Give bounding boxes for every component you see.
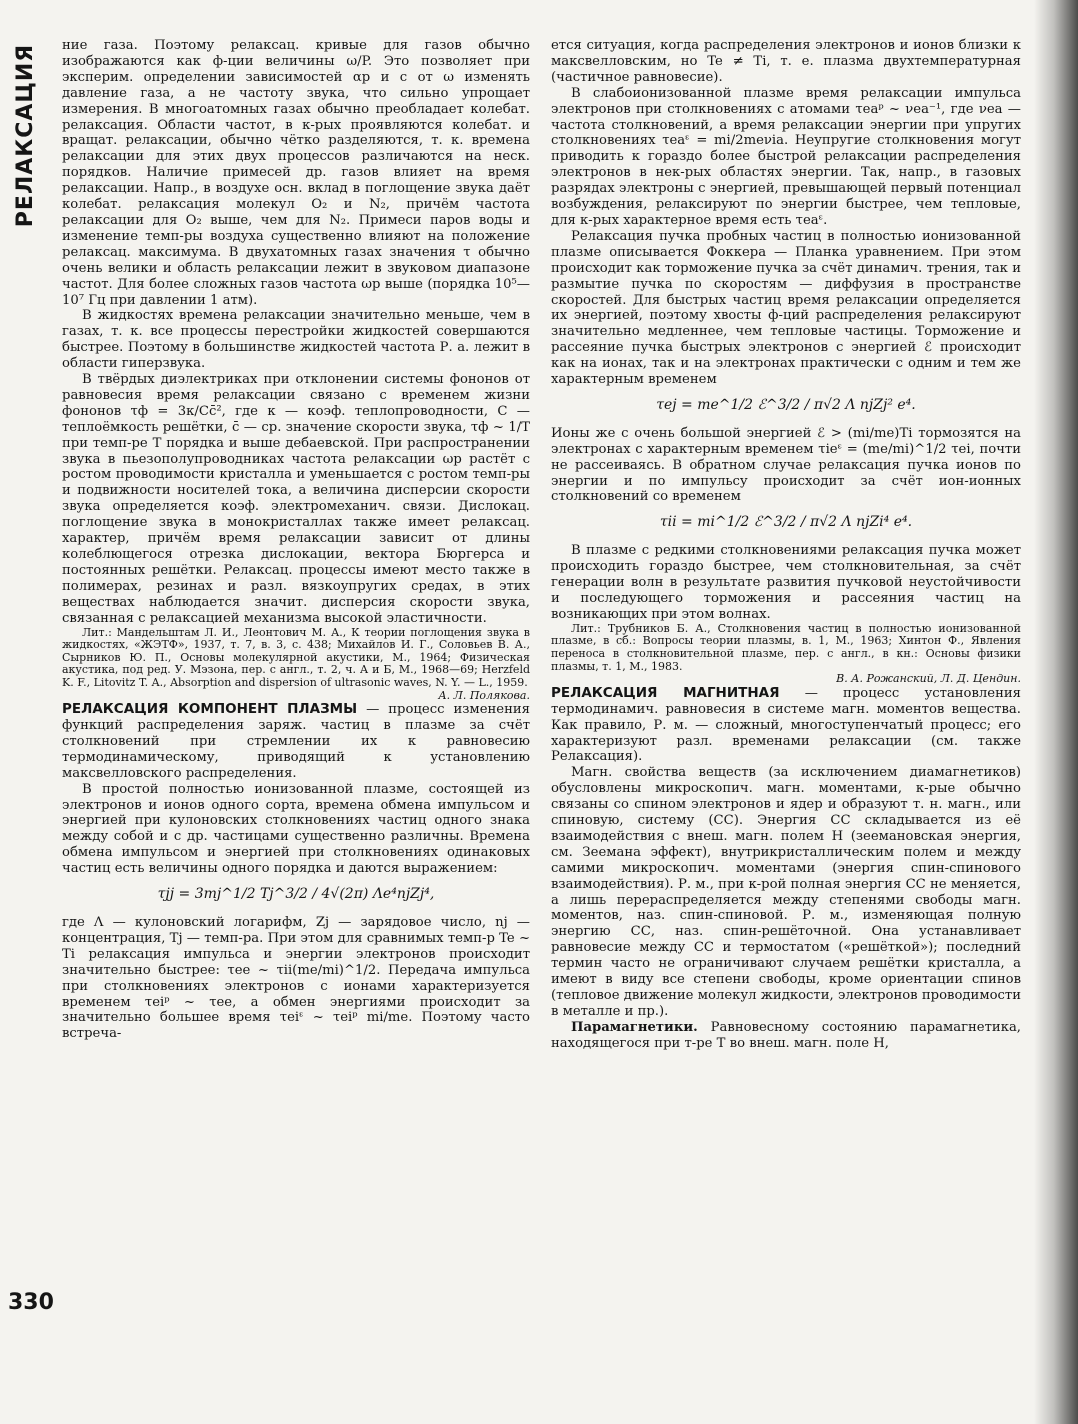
paragraph: Магн. свойства веществ (за исключением диамагнетиков) обусловлены микроскопич. магн. моментами, к-рые обычно связаны со спином электронов и ядер и образуют т. н. магн., или спиновую, систему (СС). Энергия СС складывается из её взаимодействия с внеш. магн. полем H (зеемановская энергия, см. Зеемана эффект), внутрикристаллическим полем и между самими микроскопич. моментами (энергия спин-спинового взаимодействия). Р. м., при к-рой полная энергия СС не меняется, а лишь перераспределяется между степенями свободы магн. моментов, наз. спин-спиновой. Р. м., изменяющая полную энергию СС, наз. спин-решёточной. Она устанавливает равновесие между СС и термостатом («решёткой»); последний термин часто не ограничивают случаем решётки кристалла, а имеют в виду все степени свободы, кроме ориентации спинов (тепловое движение молекул жидкости, электронов проводимости в металле и пр.). xyxy=(551,765,1021,1019)
paragraph: В плазме с редкими столкновениями релаксация пучка может происходить гораздо быстрее, чем столкновительная, за счёт генерации волн в результате развития пучковой неустойчивости и последующего торможения и рассеяния частиц на возникающих при этом волнах. xyxy=(551,543,1021,622)
paragraph: В жидкостях времена релаксации значительно меньше, чем в газах, т. к. все процессы перестройки жидкостей совершаются быстрее. Поэтому в большинстве жидкостей частота Р. а. лежит в области гиперзвука. xyxy=(62,308,530,372)
article-heading: РЕЛАКСАЦИЯ КОМПОНЕНТ ПЛАЗМЫ xyxy=(62,701,358,718)
running-head xyxy=(6,40,46,230)
right-column xyxy=(551,38,1021,1052)
scan-edge-shadow xyxy=(1034,0,1078,1424)
paragraph: В простой полностью ионизованной плазме, состоящей из электронов и ионов одного сорта, времена обмена импульсом и энергией при кулоновских столкновениях частиц одного знака между собой и с др. частицами существенно различны. Времена обмена импульсом и энергией при столкновениях одинаковых частиц есть величины одного порядка и даются выражением: xyxy=(62,781,530,877)
formula: τii = mi^1/2 ℰ^3/2 / π√2 Λ njZi⁴ e⁴. xyxy=(659,514,913,531)
paragraph: Ионы же с очень большой энергией ℰ > (mi/me)Ti тормозятся на электронах с характерным временем τieᵋ = (me/mi)^1/2 τei, почти не рассеиваясь. В обратном случае релаксация пучка ионов по энергии и по импульсу происходит за счёт ион-ионных столкновений со временем xyxy=(551,425,1021,505)
paragraph: ние газа. Поэтому релаксац. кривые для газов обычно изображаются как ф-ции величины ω/P. Это позволяет при эксперим. определении зависимостей αр и c от ω изменять давление газа, а не частоту звука, что сильно упрощает измерения. В многоатомных газах обычно преобладает колебат. релаксация. Области частот, в к-рых проявляются колебат. и вращат. релаксации, обычно чётко разделяются, т. к. времена релаксации для этих двух процессов различаются на неск. порядков. Наличие примесей др. газов влияет на время релаксации. Напр., в воздухе осн. вклад в поглощение звука даёт колебат. релаксация молекул O₂ и N₂, причём частота релаксации для O₂ выше, чем для N₂. Примеси паров воды и изменение темп-ры воздуха существенно влияют на положение релаксац. максимума. В двухатомных газах значения τ обычно очень велики и область релаксации лежит в звуковом диапазоне частот. Для более сложных газов частота ωр выше (порядка 10⁵—10⁷ Гц при давлении 1 атм). xyxy=(62,38,530,308)
author-signature: В. А. Рожанский, Л. Д. Цендин. xyxy=(836,672,1021,686)
article-intro xyxy=(62,702,530,782)
article-definition: — процесс установления термодинамич. равновесия в системе магн. моментов вещества. Как правило, Р. м. — сложный, многоступенчатый процесс; его характеризуют разл. временами релаксации (см. также Релаксация). xyxy=(551,685,1021,765)
paragraph xyxy=(551,1020,1021,1052)
running-head-text: РЕЛАКСАЦИЯ xyxy=(13,43,39,227)
page-number: 330 xyxy=(8,1290,54,1315)
paragraph: В твёрдых диэлектриках при отклонении системы фононов от равновесия время релаксации связано с временем жизни фононов τф = 3κ/Cc̄², где κ — коэф. теплопроводности, C — теплоёмкость решётки, c̄ — ср. значение скорости звука, τф ~ 1/T при темп-ре T порядка и выше дебаевской. При распространении звука в пьезополупроводниках частота релаксации ωр растёт с ростом проводимости кристалла и уменьшается с ростом темп-ры и подвижности носителей тока, а величина дисперсии скорости звука определяется коэф. электромеханич. связи. Дислокац. поглощение звука в монокристаллах также имеет релаксац. характер, причём время релаксации зависит от длины колеблющегося отрезка дислокации, вектора Бюргерса и постоянных решётки. Релаксац. процессы имеют место также в полимерах, резинах и разл. вязкоупругих средах, в этих веществах наблюдается значит. дисперсия скорости звука, связанная с релаксацией механизма высокой эластичности. xyxy=(62,372,530,626)
paragraph: Релаксация пучка пробных частиц в полностью ионизованной плазме описывается Фоккера — Планка уравнением. При этом происходит как торможение пучка за счёт динамич. трения, так и размытие пучка по скоростям — диффузия в пространстве скоростей. Для быстрых частиц время релаксации определяется их энергией, поэтому хвосты ф-ций распределения релаксируют значительно медленнее, чем тепловые частицы. Торможение и рассеяние пучка быстрых электронов с энергией ℰ происходит как на ионах, так и на электронах практически с одним и тем же характерным временем xyxy=(551,228,1021,388)
paragraph: ется ситуация, когда распределения электронов и ионов близки к максвелловским, но Te ≠ Ti, т. е. плазма двухтемпературная (частичное равновесие). xyxy=(551,38,1021,85)
article-heading: РЕЛАКСАЦИЯ МАГНИТНАЯ xyxy=(551,684,780,701)
author-signature: А. Л. Полякова. xyxy=(438,688,530,702)
paragraph-text: Равновесному состоянию парамагнетика, находящегося при т-ре T во внеш. магн. поле H, xyxy=(551,1019,1021,1051)
article-intro xyxy=(551,686,1021,766)
paragraph: В слабоионизованной плазме время релаксации импульса электронов при столкновениях с атомами τeaᵖ ~ νea⁻¹, где νea — частота столкновений, а время релаксации энергии при упругих столкновениях τeaᵋ = mi/2meνia. Неупругие столкновения могут приводить к гораздо более быстрой релаксации распределения электронов в нек-рых областях энергии. Так, напр., в газовых разрядах электроны с энергией, превышающей первый потенциал возбуждения, релаксируют по энергии быстрее, чем тепловые, для к-рых характерное время есть τeaᵋ. xyxy=(551,85,1021,228)
subsection-heading: Парамагнетики. xyxy=(571,1019,698,1035)
paragraph: где Λ — кулоновский логарифм, Zj — зарядовое число, nj — концентрация, Tj — темп-ра. При этом для сравнимых темп-р Te ~ Ti релаксация импульса и энергии электронов происходит значительно быстрее: τee ~ τii(me/mi)^1/2. Передача импульса при столкновениях электронов с ионами характеризуется временем τeiᵖ ~ τee, а обмен энергиями происходит за значительно большее время τeiᵋ ~ τeiᵖ mi/me. Поэтому часто встреча- xyxy=(62,914,530,1042)
formula: τej = me^1/2 ℰ^3/2 / π√2 Λ njZj² e⁴. xyxy=(656,396,916,413)
formula: τjj = 3mj^1/2 Tj^3/2 / 4√(2π) Λe⁴njZj⁴, xyxy=(157,886,435,903)
literature-references: Лит.: Мандельштам Л. И., Леонтович М. А., К теории поглощения звука в жидкостях, «ЖЭТФ», 1937, т. 7, в. 3, с. 438; Михайлов И. Г., Соловьев В. А., Сырников Ю. П., Основы молекулярной акустики, М., 1964; Физическая акустика, под ред. У. Мэзона, пер. с англ., т. 2, ч. А и Б, М., 1968—69; Herzfeld K. F., Litovitz T. A., Absorption and dispersion of ultrasonic waves, N. Y. — L., 1959. xyxy=(62,625,530,689)
literature-references: Лит.: Трубников Б. А., Столкновения частиц в полностью ионизованной плазме, в сб.: Вопросы теории плазмы, в. 1, М., 1963; Хинтон Ф., Явления переноса в столкновительной плазме, пер. с англ., в кн.: Основы физики плазмы, т. 1, М., 1983. xyxy=(551,621,1021,673)
left-column xyxy=(62,38,530,1042)
article-definition: — процесс изменения функций распределения заряж. частиц в плазме за счёт столкновений при стремлении их к равновесию термодинамическому, приводящий к установлению максвелловского распределения. xyxy=(62,702,530,781)
